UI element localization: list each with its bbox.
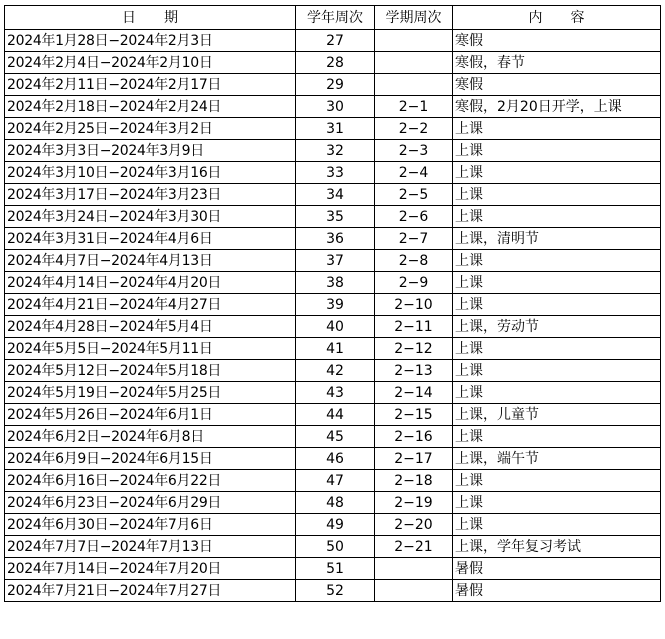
- date-cell: 2024年2月18日−2024年2月24日: [5, 96, 296, 118]
- table-row: [5, 228, 661, 250]
- content-cell: 上课，清明节: [453, 228, 661, 250]
- semester-week-cell: 2−9: [375, 272, 453, 294]
- content-cell: 上课: [453, 492, 661, 514]
- school-year-week-cell: 38: [296, 272, 375, 294]
- school-year-week-cell: 45: [296, 426, 375, 448]
- content-cell: 寒假，春节: [453, 52, 661, 74]
- school-year-week-cell: 36: [296, 228, 375, 250]
- content-cell: 寒假: [453, 30, 661, 52]
- date-cell: 2024年3月3日−2024年3月9日: [5, 140, 296, 162]
- date-cell: 2024年7月14日−2024年7月20日: [5, 558, 296, 580]
- school-year-week-cell: 47: [296, 470, 375, 492]
- content-cell: 上课: [453, 426, 661, 448]
- semester-week-cell: 2−7: [375, 228, 453, 250]
- content-cell: 上课: [453, 382, 661, 404]
- school-year-week-cell: 43: [296, 382, 375, 404]
- school-year-week-cell: 39: [296, 294, 375, 316]
- date-cell: 2024年1月28日−2024年2月3日: [5, 30, 296, 52]
- semester-week-cell: [375, 30, 453, 52]
- semester-week-cell: 2−17: [375, 448, 453, 470]
- school-year-week-cell: 31: [296, 118, 375, 140]
- school-year-week-cell: 28: [296, 52, 375, 74]
- table-row: [5, 272, 661, 294]
- date-cell: 2024年4月7日−2024年4月13日: [5, 250, 296, 272]
- date-cell: 2024年3月24日−2024年3月30日: [5, 206, 296, 228]
- semester-week-cell: 2−21: [375, 536, 453, 558]
- school-year-week-cell: 37: [296, 250, 375, 272]
- table-row: [5, 316, 661, 338]
- table-row: [5, 250, 661, 272]
- content-cell: 上课: [453, 162, 661, 184]
- school-year-week-cell: 27: [296, 30, 375, 52]
- table-body: [5, 30, 661, 602]
- date-cell: 2024年3月17日−2024年3月23日: [5, 184, 296, 206]
- table-row: [5, 52, 661, 74]
- table-row: [5, 580, 661, 602]
- content-cell: 寒假: [453, 74, 661, 96]
- semester-week-cell: 2−4: [375, 162, 453, 184]
- school-calendar-table: [4, 5, 661, 602]
- table-header-row: [5, 6, 661, 30]
- semester-week-cell: 2−14: [375, 382, 453, 404]
- school-year-week-cell: 44: [296, 404, 375, 426]
- table-row: [5, 140, 661, 162]
- date-cell: 2024年5月26日−2024年6月1日: [5, 404, 296, 426]
- header-semester-week: 学期周次: [375, 6, 453, 30]
- semester-week-cell: 2−8: [375, 250, 453, 272]
- content-cell: 上课: [453, 294, 661, 316]
- table-row: [5, 184, 661, 206]
- table-row: [5, 426, 661, 448]
- semester-week-cell: [375, 558, 453, 580]
- date-cell: 2024年7月21日−2024年7月27日: [5, 580, 296, 602]
- school-year-week-cell: 30: [296, 96, 375, 118]
- table-row: [5, 558, 661, 580]
- semester-week-cell: [375, 580, 453, 602]
- semester-week-cell: 2−3: [375, 140, 453, 162]
- semester-week-cell: 2−11: [375, 316, 453, 338]
- table-row: [5, 294, 661, 316]
- table-row: [5, 404, 661, 426]
- date-cell: 2024年4月21日−2024年4月27日: [5, 294, 296, 316]
- school-year-week-cell: 51: [296, 558, 375, 580]
- date-cell: 2024年2月25日−2024年3月2日: [5, 118, 296, 140]
- semester-week-cell: 2−12: [375, 338, 453, 360]
- content-cell: 上课: [453, 184, 661, 206]
- school-year-week-cell: 48: [296, 492, 375, 514]
- semester-week-cell: [375, 74, 453, 96]
- content-cell: 暑假: [453, 558, 661, 580]
- content-cell: 上课，劳动节: [453, 316, 661, 338]
- date-cell: 2024年5月19日−2024年5月25日: [5, 382, 296, 404]
- date-cell: 2024年4月14日−2024年4月20日: [5, 272, 296, 294]
- header-content: 内 容: [453, 6, 661, 30]
- table-row: [5, 492, 661, 514]
- header-date: 日 期: [5, 6, 296, 30]
- content-cell: 暑假: [453, 580, 661, 602]
- semester-week-cell: 2−2: [375, 118, 453, 140]
- content-cell: 上课: [453, 338, 661, 360]
- content-cell: 上课: [453, 360, 661, 382]
- table-row: [5, 74, 661, 96]
- content-cell: 上课: [453, 272, 661, 294]
- date-cell: 2024年5月12日−2024年5月18日: [5, 360, 296, 382]
- school-year-week-cell: 52: [296, 580, 375, 602]
- content-cell: 寒假，2月20日开学，上课: [453, 96, 661, 118]
- date-cell: 2024年6月9日−2024年6月15日: [5, 448, 296, 470]
- semester-week-cell: [375, 52, 453, 74]
- school-year-week-cell: 33: [296, 162, 375, 184]
- date-cell: 2024年5月5日−2024年5月11日: [5, 338, 296, 360]
- semester-week-cell: 2−18: [375, 470, 453, 492]
- table-row: [5, 118, 661, 140]
- date-cell: 2024年6月16日−2024年6月22日: [5, 470, 296, 492]
- school-year-week-cell: 50: [296, 536, 375, 558]
- table-row: [5, 96, 661, 118]
- table-row: [5, 514, 661, 536]
- table-row: [5, 382, 661, 404]
- school-year-week-cell: 41: [296, 338, 375, 360]
- content-cell: 上课: [453, 118, 661, 140]
- semester-week-cell: 2−16: [375, 426, 453, 448]
- content-cell: 上课: [453, 470, 661, 492]
- semester-week-cell: 2−1: [375, 96, 453, 118]
- header-school-year-week: 学年周次: [296, 6, 375, 30]
- table-row: [5, 360, 661, 382]
- semester-week-cell: 2−19: [375, 492, 453, 514]
- date-cell: 2024年6月30日−2024年7月6日: [5, 514, 296, 536]
- school-year-week-cell: 34: [296, 184, 375, 206]
- table-row: [5, 536, 661, 558]
- table-row: [5, 448, 661, 470]
- date-cell: 2024年3月31日−2024年4月6日: [5, 228, 296, 250]
- content-cell: 上课: [453, 140, 661, 162]
- content-cell: 上课，端午节: [453, 448, 661, 470]
- table-row: [5, 206, 661, 228]
- date-cell: 2024年6月23日−2024年6月29日: [5, 492, 296, 514]
- school-year-week-cell: 29: [296, 74, 375, 96]
- semester-week-cell: 2−6: [375, 206, 453, 228]
- table-row: [5, 30, 661, 52]
- semester-week-cell: 2−15: [375, 404, 453, 426]
- table-row: [5, 338, 661, 360]
- school-year-week-cell: 40: [296, 316, 375, 338]
- semester-week-cell: 2−10: [375, 294, 453, 316]
- table-row: [5, 470, 661, 492]
- date-cell: 2024年2月11日−2024年2月17日: [5, 74, 296, 96]
- school-year-week-cell: 32: [296, 140, 375, 162]
- content-cell: 上课: [453, 514, 661, 536]
- date-cell: 2024年6月2日−2024年6月8日: [5, 426, 296, 448]
- date-cell: 2024年4月28日−2024年5月4日: [5, 316, 296, 338]
- semester-week-cell: 2−20: [375, 514, 453, 536]
- date-cell: 2024年2月4日−2024年2月10日: [5, 52, 296, 74]
- date-cell: 2024年7月7日−2024年7月13日: [5, 536, 296, 558]
- content-cell: 上课: [453, 250, 661, 272]
- school-year-week-cell: 49: [296, 514, 375, 536]
- school-year-week-cell: 35: [296, 206, 375, 228]
- school-year-week-cell: 42: [296, 360, 375, 382]
- date-cell: 2024年3月10日−2024年3月16日: [5, 162, 296, 184]
- content-cell: 上课，儿童节: [453, 404, 661, 426]
- semester-week-cell: 2−13: [375, 360, 453, 382]
- school-year-week-cell: 46: [296, 448, 375, 470]
- table-row: [5, 162, 661, 184]
- semester-week-cell: 2−5: [375, 184, 453, 206]
- content-cell: 上课: [453, 206, 661, 228]
- content-cell: 上课，学年复习考试: [453, 536, 661, 558]
